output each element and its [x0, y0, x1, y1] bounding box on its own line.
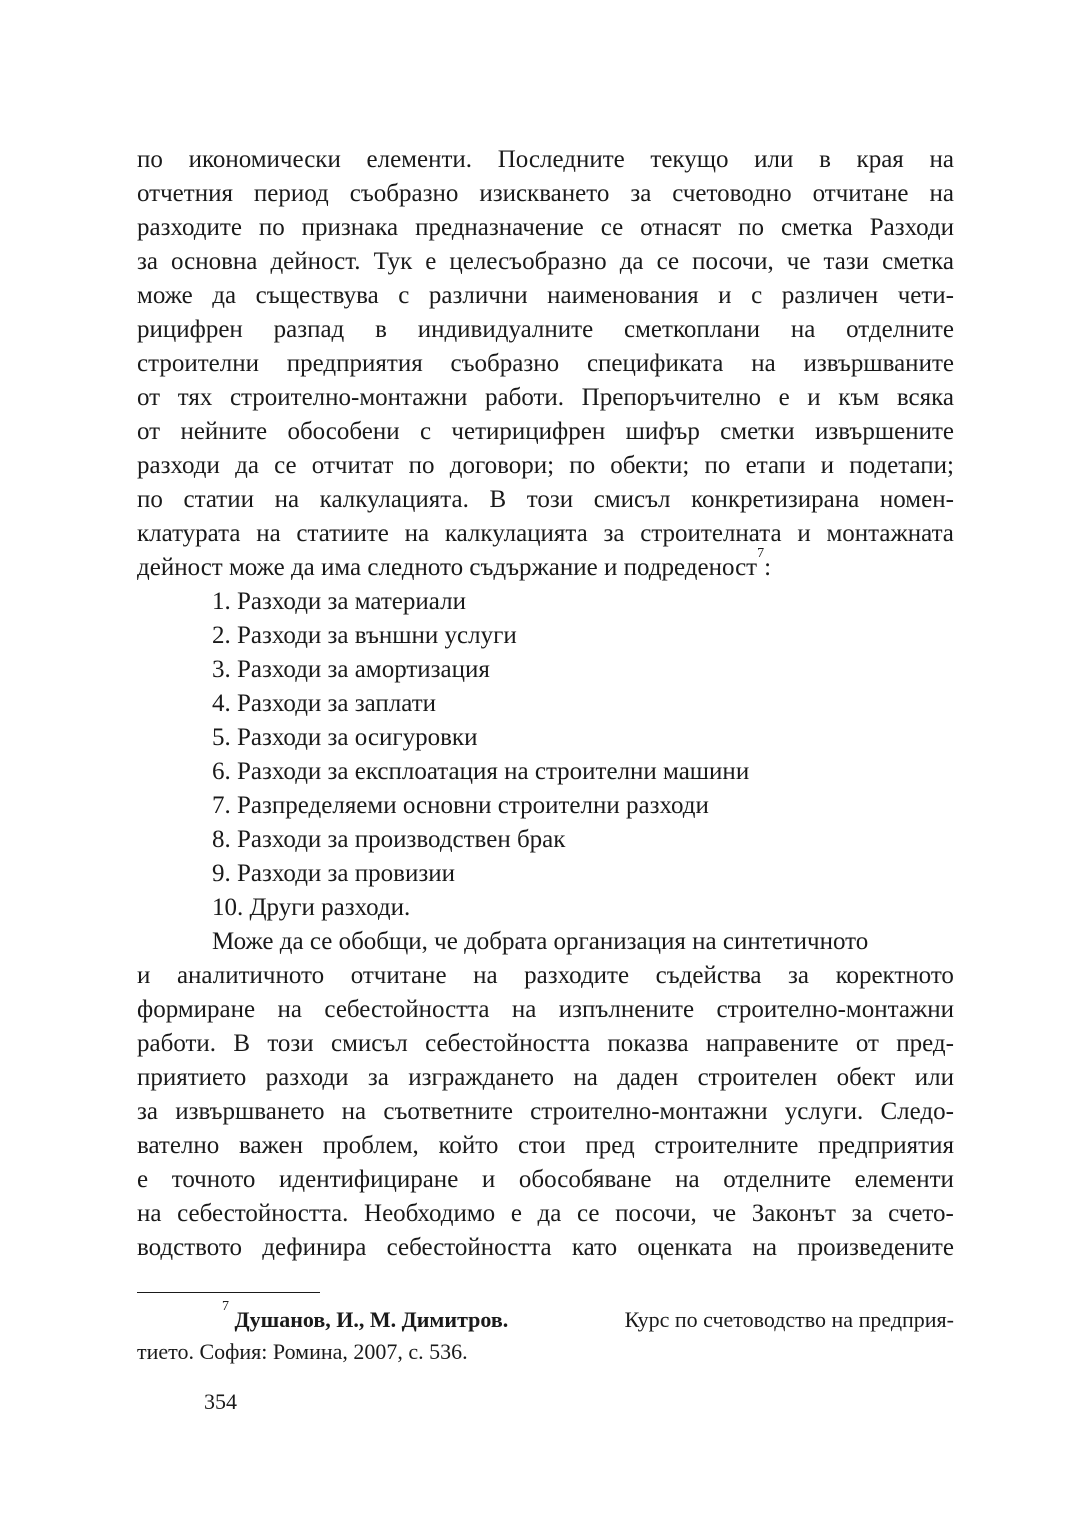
word: извършваните	[803, 350, 954, 377]
paragraph-2-line	[137, 1129, 954, 1163]
word: строително-монтажни	[530, 1098, 768, 1125]
page-number: 354	[204, 1389, 237, 1414]
word: и	[797, 520, 811, 547]
word: наименования	[547, 282, 699, 309]
paragraph-2-first-line-text: Може да се обобщи, че добрата организация на синтетичното	[212, 928, 869, 955]
word: по	[137, 486, 163, 513]
word: към	[838, 384, 880, 411]
paragraph-1-last-line-text: дейност може да има следното съдържание и подреденост	[137, 554, 758, 581]
list-item: 6. Разходи за експлоатация на строителни машини	[212, 758, 750, 785]
word: по	[704, 452, 731, 479]
word: на	[511, 996, 537, 1023]
word: края	[856, 146, 904, 173]
word: и	[718, 282, 732, 309]
paragraph-2-first-line	[137, 925, 954, 959]
word: на	[274, 486, 300, 513]
word: елементи.	[366, 146, 473, 173]
word: спецификата	[586, 350, 724, 377]
paragraph-1-line	[137, 449, 954, 483]
word: е	[425, 248, 437, 275]
word: сметка	[780, 214, 853, 241]
paragraph-2-line	[137, 1197, 954, 1231]
word: договори;	[449, 452, 555, 479]
word: калкулацията	[444, 520, 588, 547]
word: и	[820, 452, 835, 479]
word: с	[419, 418, 432, 445]
word: приятието	[137, 1064, 247, 1091]
word: строителната	[640, 520, 782, 547]
word: съобразно	[450, 350, 560, 377]
word: смисъл	[330, 1030, 408, 1057]
word: по	[569, 452, 596, 479]
paragraph-1-last-line-end: :	[764, 554, 772, 581]
paragraph-1-line	[137, 381, 954, 415]
footnote-line-2	[137, 1336, 954, 1368]
word: строително-монтажни	[229, 384, 468, 411]
word: като	[571, 1234, 618, 1261]
word: обособяване	[518, 1166, 652, 1193]
list-item: 3. Разходи за амортизация	[212, 656, 490, 683]
paragraph-2-line	[137, 1095, 954, 1129]
paragraph-1-last-line	[137, 546, 954, 585]
word: съществува	[255, 282, 379, 309]
list-item: 10. Други разходи.	[212, 894, 411, 921]
paragraph-2-line	[137, 959, 954, 993]
word: себестойността	[425, 1030, 591, 1057]
word: В	[233, 1030, 251, 1057]
word: отчитат	[311, 452, 394, 479]
word: се	[656, 248, 680, 275]
word: себестойността	[324, 996, 490, 1023]
word: съответните	[383, 1098, 513, 1125]
word: конкретизирана	[691, 486, 860, 513]
word: на	[256, 520, 281, 547]
word: подетапи;	[849, 452, 954, 479]
word: отчетния	[137, 180, 233, 207]
word: различни	[428, 282, 528, 309]
paragraph-1-line	[137, 415, 954, 449]
word: в	[375, 316, 387, 343]
word: на	[751, 350, 776, 377]
word: отделните	[723, 1166, 832, 1193]
word: Следо-	[880, 1098, 954, 1125]
word: обект	[836, 1064, 896, 1091]
word: този	[526, 486, 574, 513]
footnote-lead	[222, 1299, 509, 1336]
word: пред	[585, 1132, 635, 1159]
word: строителен	[697, 1064, 818, 1091]
word: от	[137, 384, 161, 411]
word: се	[600, 214, 624, 241]
word: себестойността.	[177, 1200, 349, 1227]
word: и	[481, 1166, 496, 1193]
body-text	[137, 143, 954, 1265]
paragraph-1-line	[137, 211, 954, 245]
word: за	[367, 1064, 389, 1091]
word: период	[253, 180, 329, 207]
word: да	[212, 282, 237, 309]
word: предназначение	[415, 214, 584, 241]
word: изпълнените	[558, 996, 695, 1023]
word: посочи,	[615, 1200, 697, 1227]
word: идентифициране	[279, 1166, 459, 1193]
list-item: 2. Разходи за външни услуги	[212, 622, 517, 649]
paragraph-2-line	[137, 1231, 954, 1265]
word: аналитичното	[176, 962, 325, 989]
footnote	[137, 1299, 954, 1368]
word: съобразно	[349, 180, 459, 207]
word: разходи	[137, 452, 220, 479]
word: за	[603, 520, 625, 547]
word: предприятия	[818, 1132, 954, 1159]
word: работи.	[137, 1030, 217, 1057]
footnote-line-1	[137, 1299, 954, 1336]
word: важен	[239, 1132, 303, 1159]
list-item: 5. Разходи за осигуровки	[212, 724, 478, 751]
word: тях	[177, 384, 213, 411]
word: извършването	[175, 1098, 325, 1125]
word: показва	[607, 1030, 689, 1057]
word: рицифрен	[137, 316, 243, 343]
word: Тук	[373, 248, 413, 275]
footnote-line-1-rest: Курс по счетоводство на предприя-	[624, 1307, 954, 1332]
list-item: 7. Разпределяеми основни строителни разходи	[212, 792, 709, 819]
word: основна	[171, 248, 258, 275]
word: за	[788, 962, 809, 989]
word: сметкоплани	[624, 316, 761, 343]
word: четирицифрен	[451, 418, 606, 445]
word: смисъл	[593, 486, 671, 513]
paragraph-2-line	[137, 993, 954, 1027]
word: за	[630, 180, 652, 207]
word: на	[573, 1064, 598, 1091]
word: оценката	[637, 1234, 733, 1261]
word: по	[408, 452, 435, 479]
word: по	[137, 146, 163, 173]
word: по	[738, 214, 765, 241]
word: даден	[617, 1064, 679, 1091]
word: е	[510, 1200, 522, 1227]
word: статии	[183, 486, 254, 513]
word: посочи,	[692, 248, 774, 275]
paragraph-1-line	[137, 177, 954, 211]
paragraph-1-line	[137, 245, 954, 279]
word: точното	[171, 1166, 256, 1193]
word: тази	[823, 248, 870, 275]
paragraph-1-line	[137, 347, 954, 381]
paragraph-1-line	[137, 483, 954, 517]
paragraph-1-line	[137, 517, 954, 551]
word: съдейства	[655, 962, 762, 989]
word: в	[819, 146, 831, 173]
word: разходите	[524, 962, 630, 989]
footnote-number: 7	[222, 1299, 229, 1314]
word: коректното	[835, 962, 954, 989]
paragraph-1-line	[137, 279, 954, 313]
word: от	[137, 418, 161, 445]
word: може	[137, 282, 193, 309]
word: В	[489, 486, 507, 513]
word: стои	[518, 1132, 566, 1159]
word: произведените	[797, 1234, 954, 1261]
word: и	[807, 384, 821, 411]
word: и	[137, 962, 151, 989]
word: Разходи	[869, 214, 954, 241]
word: нейните	[180, 418, 268, 445]
word: изискването	[479, 180, 610, 207]
word: себестойността	[386, 1234, 552, 1261]
word: че	[712, 1200, 737, 1227]
word: по	[258, 214, 285, 241]
word: строителните	[654, 1132, 799, 1159]
word: счето-	[888, 1200, 954, 1227]
word: се	[577, 1200, 600, 1227]
list-item: 9. Разходи за провизии	[212, 860, 455, 887]
word: калкулацията.	[319, 486, 469, 513]
word: счетоводно	[672, 180, 792, 207]
word: изграждането	[408, 1064, 554, 1091]
expense-list	[137, 585, 954, 925]
paragraph-2-line	[137, 1163, 954, 1197]
paragraph-2-line	[137, 1061, 954, 1095]
list-item: 8. Разходи за производствен брак	[212, 826, 566, 853]
word: на	[137, 1200, 162, 1227]
word: на	[929, 146, 954, 173]
word: от	[855, 1030, 879, 1057]
word: на	[675, 1166, 700, 1193]
word: предприятия	[286, 350, 423, 377]
word: индивидуалните	[417, 316, 594, 343]
word: вателно	[137, 1132, 220, 1159]
word: шифър	[625, 418, 700, 445]
paragraph-1-line	[137, 313, 954, 347]
word: Последните	[497, 146, 625, 173]
paragraph-2-line	[137, 1027, 954, 1061]
word: строителни	[137, 350, 259, 377]
footnote-line-2-text: тието. София: Ромина, 2007, с. 536.	[137, 1339, 468, 1364]
word: Необходимо	[364, 1200, 496, 1227]
word: разходи	[265, 1064, 349, 1091]
word: сметка	[882, 248, 954, 275]
word: или	[914, 1064, 954, 1091]
word: Препоръчително	[581, 384, 761, 411]
word: за	[137, 248, 158, 275]
word: който	[438, 1132, 499, 1159]
word: етапи	[745, 452, 806, 479]
word: на	[473, 962, 498, 989]
word: работи.	[485, 384, 565, 411]
word: отнасят	[640, 214, 722, 241]
word: за	[137, 1098, 158, 1125]
word: обекти;	[610, 452, 690, 479]
word: с	[751, 282, 763, 309]
paragraph-1	[137, 143, 954, 551]
word: строително-монтажни	[716, 996, 954, 1023]
word: номен-	[879, 486, 954, 513]
word: сметки	[720, 418, 795, 445]
word: този	[267, 1030, 314, 1057]
word: на	[277, 996, 302, 1023]
word: отчитане	[812, 180, 909, 207]
word: да	[235, 452, 259, 479]
footnote-separator	[137, 1292, 320, 1293]
word: че	[786, 248, 811, 275]
word: целесъобразно	[449, 248, 607, 275]
word: клатурата	[137, 520, 241, 547]
footnote-reference: 7	[757, 546, 765, 561]
word: е	[137, 1166, 149, 1193]
word: направените	[705, 1030, 839, 1057]
word: чети-	[897, 282, 954, 309]
word: всяка	[896, 384, 954, 411]
paragraph-2	[137, 959, 954, 1265]
word: извършените	[814, 418, 954, 445]
word: дефинира	[262, 1234, 367, 1261]
word: дейност.	[270, 248, 361, 275]
word: се	[274, 452, 297, 479]
footnote-authors: Душанов, И., М. Димитров.	[234, 1307, 509, 1332]
word: е	[778, 384, 790, 411]
word: проблем,	[322, 1132, 419, 1159]
word: да	[537, 1200, 562, 1227]
word: статиите	[296, 520, 389, 547]
word: или	[754, 146, 794, 173]
word: разпад	[273, 316, 345, 343]
list-item: 1. Разходи за материали	[212, 588, 466, 615]
word: елементи	[854, 1166, 954, 1193]
word: формиране	[137, 996, 256, 1023]
word: отделните	[846, 316, 954, 343]
paragraph-1-line	[137, 143, 954, 177]
word: с	[398, 282, 410, 309]
word: пред-	[896, 1030, 954, 1057]
word: на	[341, 1098, 367, 1125]
word: на	[752, 1234, 778, 1261]
word: Законът	[751, 1200, 836, 1227]
list-item: 4. Разходи за заплати	[212, 690, 437, 717]
word: признака	[301, 214, 399, 241]
word: отчитане	[350, 962, 447, 989]
word: за	[851, 1200, 873, 1227]
word: икономически	[188, 146, 341, 173]
word: на	[404, 520, 430, 547]
word: на	[790, 316, 816, 343]
word: водството	[137, 1234, 243, 1261]
word: различен	[781, 282, 879, 309]
word: обособени	[287, 418, 400, 445]
word: на	[929, 180, 954, 207]
word: да	[619, 248, 644, 275]
word: услуги.	[784, 1098, 864, 1125]
word: текущо	[650, 146, 729, 173]
word: монтажната	[826, 520, 954, 547]
word: разходите	[137, 214, 242, 241]
